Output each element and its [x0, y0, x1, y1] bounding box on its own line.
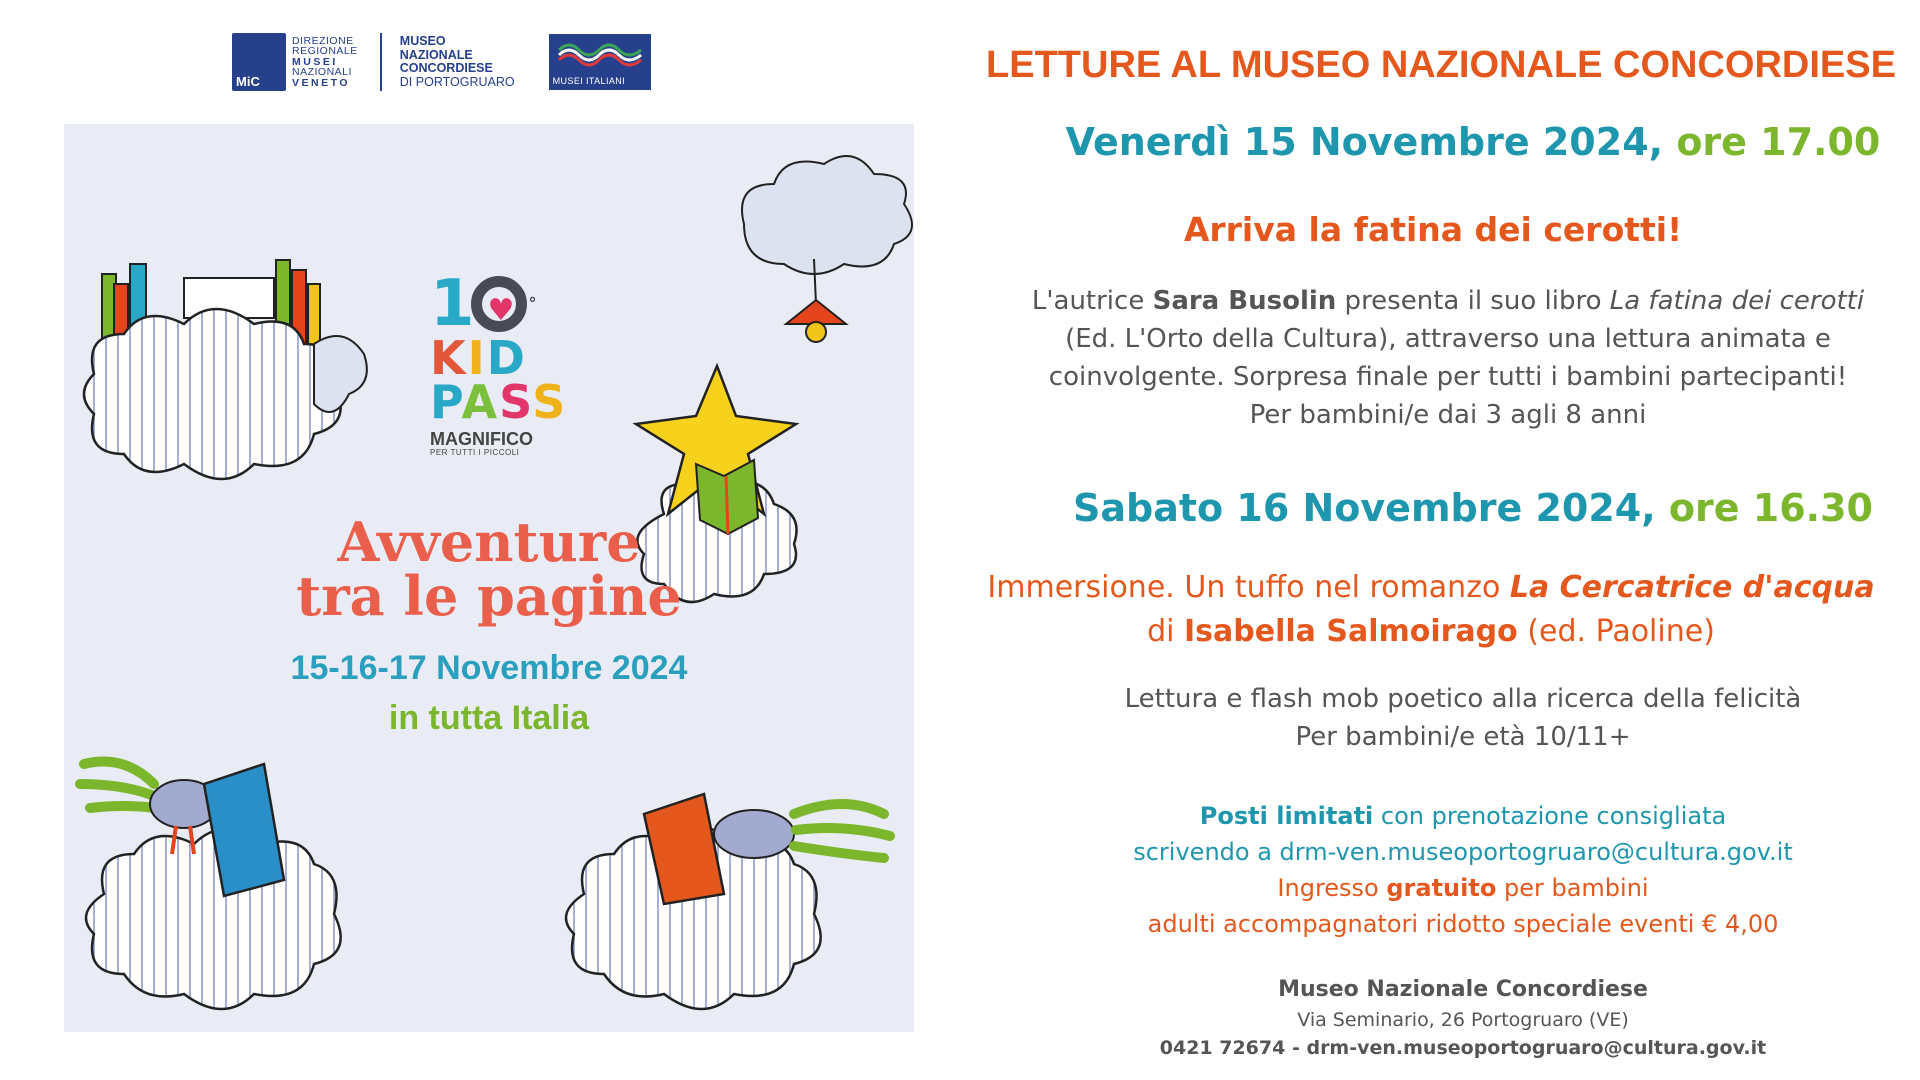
kidpass-ten: 1 ♥ °: [430, 272, 590, 336]
footer-address: Via Seminario, 26 Portogruaro (VE): [1297, 1009, 1629, 1031]
mic-line: DIREZIONE: [292, 34, 354, 47]
event1-book-title: La fatina dei cerotti: [1609, 286, 1865, 316]
limited-seats-label: Posti limitati: [1199, 802, 1374, 830]
bird-reading-left-illustration: [80, 762, 341, 1010]
kidpass-degree: °: [528, 294, 537, 313]
free-label: gratuito: [1386, 874, 1497, 902]
price-info: [990, 870, 1920, 942]
booking-info: [990, 798, 1920, 870]
kidpass-subtagline: PER TUTTI I PICCOLI: [430, 448, 520, 457]
event1-title: Arriva la fatina dei cerotti!: [1183, 210, 1683, 249]
kidpass-letter: A: [461, 375, 500, 429]
museum-logo-line: MUSEO: [399, 34, 446, 48]
price-line: [990, 870, 1920, 906]
mic-line: MUSEI: [292, 55, 338, 68]
event2-time: ore 16.30: [1668, 486, 1873, 530]
museum-logo-line: DI PORTOGRUARO: [399, 74, 515, 89]
adult-price-line: adulti accompagnatori ridotto speciale eventi € 4,00: [1147, 910, 1779, 938]
musei-italiani-label: MUSEI ITALIANI: [552, 76, 626, 86]
museum-logo-line: CONCORDIESE: [399, 61, 493, 75]
event2-title-text: Immersione. Un tuffo nel romanzo: [987, 570, 1510, 605]
event1-desc-text: L'autrice: [1031, 286, 1153, 316]
poster-dates: 15-16-17 Novembre 2024: [290, 649, 688, 687]
mic-emblem-icon: [232, 33, 286, 91]
logo-divider: [380, 33, 382, 91]
mic-logo: [232, 33, 358, 91]
event2-title: [958, 566, 1904, 654]
museum-logo: [400, 35, 515, 89]
event2-author: Isabella Salmoirago: [1184, 614, 1518, 649]
event1-author: Sara Busolin: [1152, 286, 1337, 316]
event2-desc-line: Lettura e flash mob poetico alla ricerca della felicità: [1124, 684, 1802, 714]
event2-description: [990, 680, 1920, 756]
header-logos: [232, 32, 651, 92]
event1-datetime: [1000, 118, 1920, 166]
page-title: LETTURE AL MUSEO NAZIONALE CONCORDIESE: [986, 44, 1896, 86]
event1-description: [975, 282, 1920, 434]
booking-email-line[interactable]: scrivendo a drm-ven.museoportogruaro@cultura.gov.it: [1133, 838, 1793, 866]
heart-icon: [471, 276, 527, 332]
kidpass-logo: [430, 267, 590, 457]
event1-audience: Per bambini/e dai 3 agli 8 anni: [1249, 400, 1647, 430]
event1-time: ore 17.00: [1676, 120, 1881, 164]
kidpass-tagline: MAGNIFICO: [430, 429, 533, 449]
kidpass-letter: S: [532, 375, 568, 429]
event1-desc-line: coinvolgente. Sorpresa finale per tutti i bambini partecipanti!: [1048, 362, 1848, 392]
event2-date: Sabato 16 Novembre 2024,: [1073, 486, 1656, 530]
footer-contacts: [990, 974, 1920, 1062]
mic-letters: MiC: [236, 74, 260, 89]
poster-title-line: tra le pagine: [296, 564, 682, 628]
event2-title-text: (ed. Paoline): [1517, 614, 1715, 649]
event1-desc-line: [975, 282, 1920, 320]
event2-title-text: di: [1147, 614, 1185, 649]
tricolor-wave-icon: [557, 40, 643, 68]
booking-text: con prenotazione consigliata: [1373, 802, 1727, 830]
books-cloud-illustration: [84, 260, 367, 479]
kidpass-letter: D: [486, 331, 527, 385]
booking-line: [990, 798, 1920, 834]
event2-datetime: [1000, 484, 1920, 532]
poster-title-line: Avventure: [337, 510, 641, 574]
museum-logo-line: NAZIONALE: [399, 47, 473, 62]
musei-italiani-logo: [549, 34, 651, 90]
mic-logo-text: [292, 36, 358, 89]
event2-title-line: [958, 610, 1904, 654]
mic-line: VENETO: [292, 76, 350, 89]
price-text: per bambini: [1496, 874, 1649, 902]
mic-line: NAZIONALI: [292, 66, 352, 79]
footer-contact[interactable]: 0421 72674 - drm-ven.museoportogruaro@cultura.gov.it: [1159, 1037, 1767, 1059]
event2-title-line: [958, 566, 1904, 610]
footer-museum-name: Museo Nazionale Concordiese: [1278, 977, 1648, 1002]
kidpass-pass-word: [430, 375, 590, 429]
event1-date: Venerdì 15 Novembre 2024,: [1065, 120, 1664, 164]
lamp-cloud-illustration: [742, 156, 912, 342]
kidpass-letter: P: [430, 375, 462, 429]
kidpass-letter: I: [467, 331, 487, 385]
poster-place: in tutta Italia: [388, 699, 590, 737]
event2-book-title: La Cercatrice d'acqua: [1509, 570, 1875, 605]
mic-line: REGIONALE: [292, 45, 358, 58]
event2-audience: Per bambini/e età 10/11+: [1295, 722, 1631, 752]
price-text: Ingresso: [1277, 874, 1387, 902]
bird-reading-right-illustration: [566, 794, 890, 1009]
event1-desc-line: (Ed. L'Orto della Cultura), attraverso una lettura animata e: [1065, 324, 1831, 354]
event-poster: [64, 124, 914, 1032]
kidpass-letter: K: [430, 331, 468, 385]
event1-desc-text: presenta il suo libro: [1336, 286, 1610, 316]
kidpass-letter: S: [499, 375, 533, 429]
